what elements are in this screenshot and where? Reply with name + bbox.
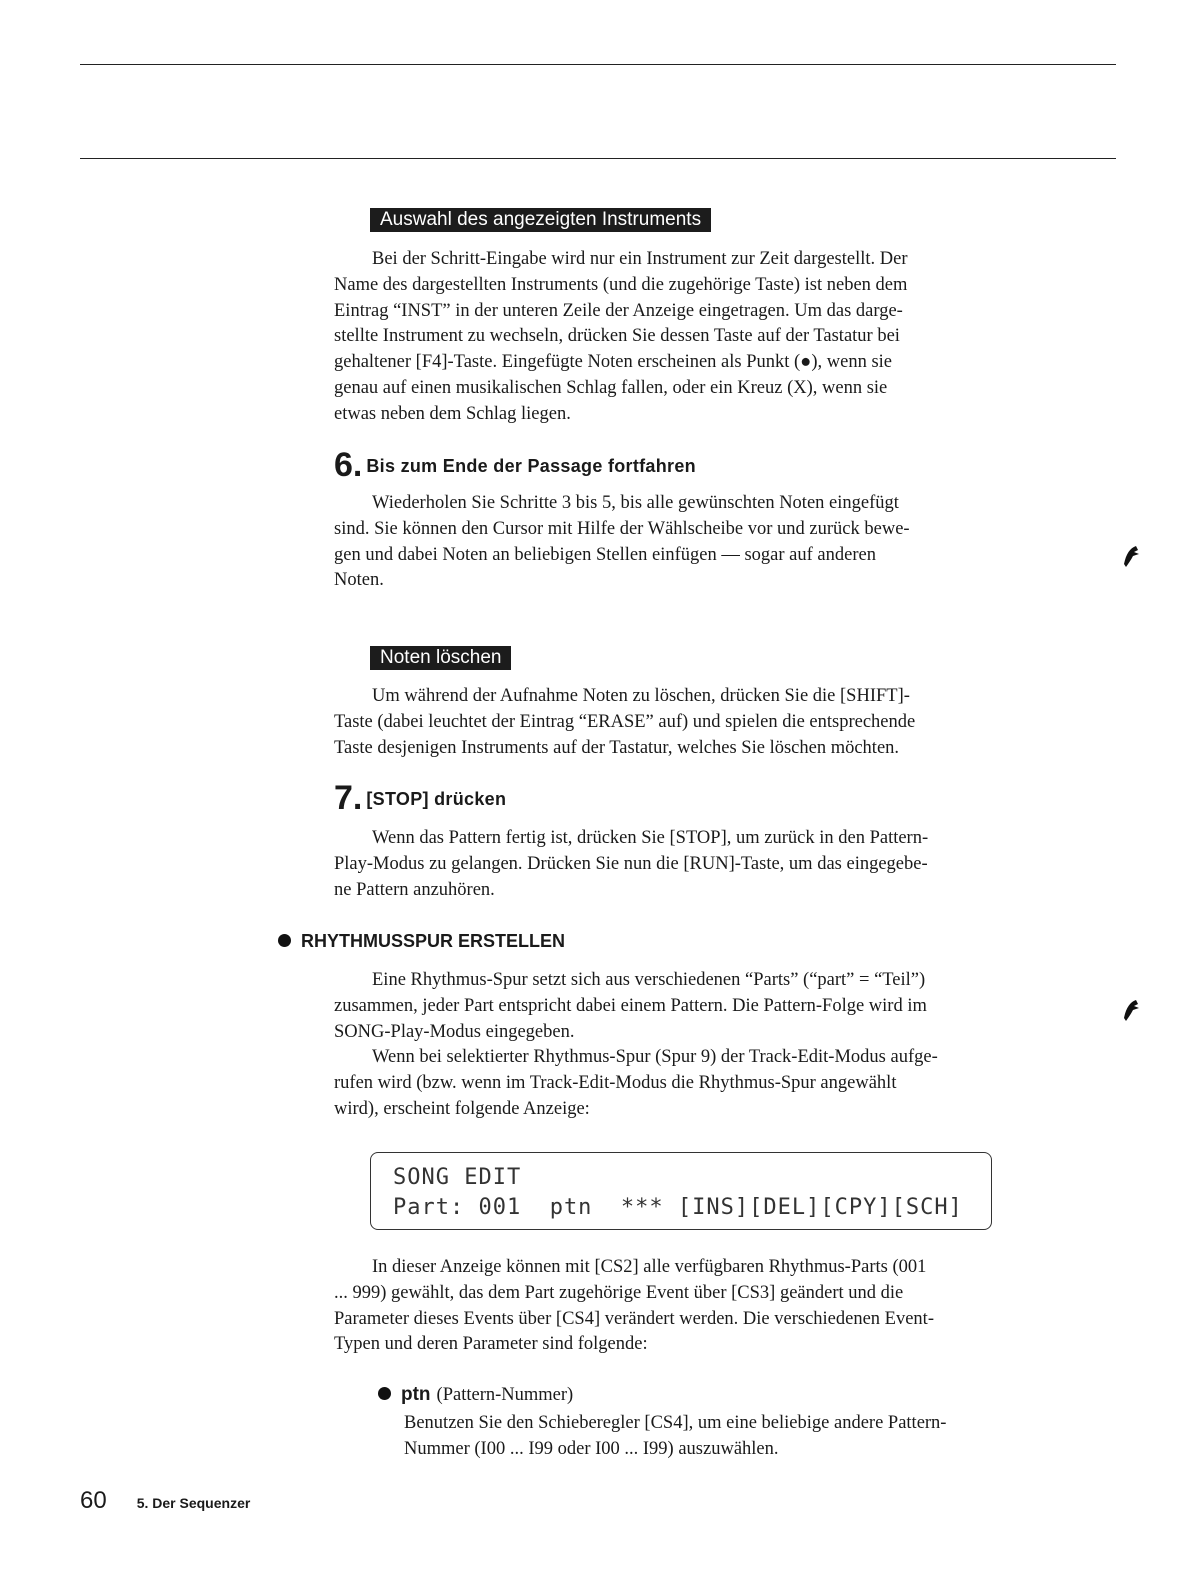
bullet-icon <box>278 934 291 947</box>
ptn-term: ptn <box>401 1384 431 1405</box>
top-rule <box>80 64 1116 65</box>
header-rule <box>80 158 1116 159</box>
text-line: Wenn bei selektierter Rhythmus-Spur (Spur 9) der Track-Edit-Modus aufge- <box>372 1047 938 1068</box>
bullet-icon <box>378 1387 391 1400</box>
step-number: 6. <box>334 446 363 484</box>
section-label-erase: Noten löschen <box>370 646 511 670</box>
text-line: Benutzen Sie den Schieberegler [CS4], um eine beliebige andere Pattern- <box>404 1413 947 1433</box>
margin-mark-icon <box>1122 996 1140 1022</box>
step-6-heading <box>334 446 696 485</box>
text-line: rufen wird (bzw. wenn im Track-Edit-Modus die Rhythmus-Spur angewählt <box>334 1073 897 1094</box>
text-line: Wenn das Pattern fertig ist, drücken Sie [STOP], um zurück in den Pattern- <box>372 828 929 848</box>
text-line: wird), erscheint folgende Anzeige: <box>334 1098 590 1119</box>
rhythm-heading: RHYTHMUSSPUR ERSTELLEN <box>278 931 565 952</box>
text-line: zusammen, jeder Part entspricht dabei einem Pattern. Die Pattern-Folge wird im <box>334 995 927 1016</box>
step-number: 7. <box>334 779 363 817</box>
step-title: Bis zum Ende der Passage fortfahren <box>366 456 696 476</box>
lcd-line-2: Part: 001 ptn *** [INS][DEL][CPY][SCH] <box>393 1195 963 1220</box>
lcd-line-1: SONG EDIT <box>393 1165 522 1190</box>
text-line: sind. Sie können den Cursor mit Hilfe der Wählscheibe vor und zurück bewe- <box>334 518 910 539</box>
text-line: gehaltener [F4]-Taste. Eingefügte Noten erscheinen als Punkt (●), wenn sie <box>334 352 893 373</box>
step-7-paragraph <box>334 826 1092 903</box>
text-line: Name des dargestellten Instruments (und die zugehörige Taste) ist neben dem <box>334 274 908 295</box>
text-line: Wiederholen Sie Schritte 3 bis 5, bis alle gewünschten Noten eingefügt <box>372 493 899 513</box>
rhythm-paragraph-1 <box>334 968 1092 1123</box>
text-line: etwas neben dem Schlag liegen. <box>334 403 571 424</box>
text-line: stellte Instrument zu wechseln, drücken Sie dessen Taste auf der Tastatur bei <box>334 326 900 347</box>
text-line: Typen und deren Parameter sind folgende: <box>334 1334 648 1355</box>
text-line: SONG-Play-Modus eingegeben. <box>334 1021 575 1042</box>
ptn-paragraph <box>404 1411 1104 1463</box>
text-line: Noten. <box>334 570 384 591</box>
instrument-paragraph <box>334 247 1092 428</box>
text-line: Nummer (I00 ... I99 oder I00 ... I99) auszuwählen. <box>404 1438 779 1459</box>
text-line: Play-Modus zu gelangen. Drücken Sie nun die [RUN]-Taste, um das eingegebe- <box>334 853 928 874</box>
text-line: genau auf einen musikalischen Schlag fallen, oder ein Kreuz (X), wenn sie <box>334 377 888 398</box>
text-line: Taste desjenigen Instruments auf der Tastatur, welches Sie löschen möchten. <box>334 737 900 758</box>
erase-paragraph <box>334 684 1092 761</box>
text-line: Parameter dieses Events über [CS4] verändert werden. Die verschiedenen Event- <box>334 1308 934 1329</box>
ptn-desc: (Pattern-Nummer) <box>436 1385 574 1405</box>
section-label-instrument: Auswahl des angezeigten Instruments <box>370 208 711 232</box>
step-7-heading <box>334 779 506 818</box>
text-line: ne Pattern anzuhören. <box>334 879 495 900</box>
step-title: [STOP] drücken <box>366 789 507 809</box>
text-line: Um während der Aufnahme Noten zu löschen, drücken Sie die [SHIFT]- <box>372 686 910 706</box>
after-lcd-paragraph <box>334 1255 1092 1358</box>
text-line: ... 999) gewählt, das dem Part zugehörige Event über [CS3] geändert und die <box>334 1282 904 1303</box>
page-number: 60 <box>80 1487 107 1514</box>
text-line: Eine Rhythmus-Spur setzt sich aus verschiedenen “Parts” (“part” = “Teil”) <box>372 970 926 990</box>
chapter-title: 5. Der Sequenzer <box>136 1495 251 1511</box>
text-line: In dieser Anzeige können mit [CS2] alle verfügbaren Rhythmus-Parts (001 <box>372 1257 927 1277</box>
step-6-paragraph <box>334 491 1092 594</box>
text-line: Bei der Schritt-Eingabe wird nur ein Instrument zur Zeit dargestellt. Der <box>372 249 908 269</box>
text-line: Eintrag “INST” in der unteren Zeile der Anzeige eingetragen. Um das darge- <box>334 300 903 321</box>
margin-mark-icon <box>1122 542 1140 568</box>
lcd-display <box>370 1152 992 1230</box>
page-footer <box>80 1487 250 1515</box>
text-line: Taste (dabei leuchtet der Eintrag “ERASE” auf) und spielen die entsprechende <box>334 711 916 732</box>
ptn-item <box>378 1384 573 1406</box>
text-line: gen und dabei Noten an beliebigen Stellen einfügen — sogar auf anderen <box>334 544 876 565</box>
